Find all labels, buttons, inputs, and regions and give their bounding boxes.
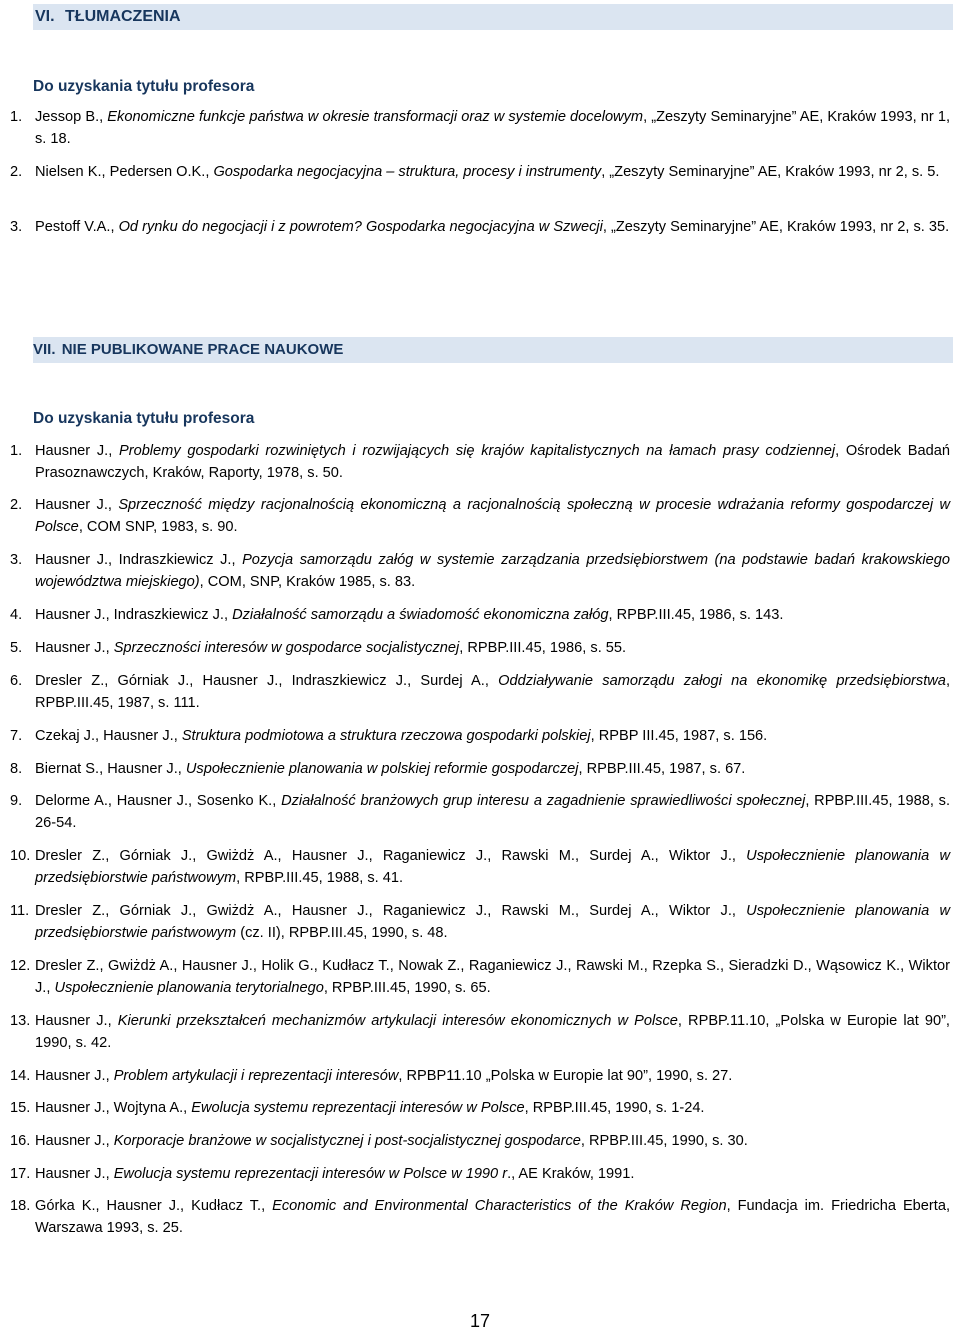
item-number: 2. [10, 164, 23, 180]
list-item [10, 549, 950, 593]
citation-details: (cz. II), RPBP.III.45, 1990, s. 48. [236, 925, 448, 941]
citation-title: Problemy gospodarki rozwiniętych i rozwijających się krajów kapitalistycznych na łamach prasy codziennej [118, 443, 836, 459]
citation-text [35, 161, 950, 183]
citation-text [35, 1195, 950, 1239]
citation-text [35, 637, 950, 659]
list-item [10, 1065, 950, 1087]
citation-text [35, 1130, 950, 1152]
citation-details: ., AE Kraków, 1991. [507, 1166, 635, 1182]
citation-authors: Hausner J., [35, 497, 119, 513]
list-item [10, 494, 950, 538]
citation-authors: Dresler Z., Górniak J., Hausner J., Indraszkiewicz J., Surdej A., [35, 673, 499, 689]
citation-text [35, 725, 950, 747]
citation-text [35, 440, 950, 484]
citation-title: Uspołecznienie planowania w przedsiębiorstwie państwowym [35, 848, 950, 886]
citation-details: , Fundacja im. Friedricha Eberta, Warszawa 1993, s. 25. [35, 1198, 951, 1236]
citation-text [35, 1163, 950, 1185]
citation-authors: Hausner J., [35, 640, 114, 656]
citation-authors: Hausner J., Indraszkiewicz J., [35, 607, 233, 623]
citation-text [35, 955, 950, 999]
citation-text [35, 1065, 950, 1087]
item-number: 13. [10, 1013, 31, 1029]
citation-text [35, 494, 950, 538]
citation-authors: Hausner J., Indraszkiewicz J., [35, 552, 243, 568]
citation-title: Kierunki przekształceń mechanizmów artykulacji interesów ekonomicznych w Polsce [117, 1013, 678, 1029]
citation-title: Struktura podmiotowa a struktura rzeczowa gospodarki polskiej [181, 728, 591, 744]
list-item [10, 900, 950, 944]
citation-authors: Hausner J., Wojtyna A., [35, 1100, 192, 1116]
subheading-professor-translations: Do uzyskania tytułu profesora [33, 78, 255, 95]
citation-text [35, 549, 950, 593]
item-number: 17. [10, 1166, 31, 1182]
list-item [10, 1130, 950, 1152]
item-number: 11. [10, 903, 30, 919]
citation-details: , „Zeszyty Seminaryjne” AE, Kraków 1993, nr 2, s. 5. [601, 164, 940, 180]
item-number: 12. [10, 958, 31, 974]
list-item [10, 216, 950, 238]
citation-title: Uspołecznienie planowania w polskiej reformie gospodarczej [185, 761, 579, 777]
citation-authors: Górka K., Hausner J., Kudłacz T., [35, 1198, 273, 1214]
list-item [10, 758, 950, 780]
citation-details: , „Zeszyty Seminaryjne” AE, Kraków 1993, nr 2, s. 35. [602, 219, 950, 235]
citation-title: Uspołecznienie planowania w przedsiębiorstwie państwowym [35, 903, 950, 941]
citation-details: , RPBP.III.45, 1988, s. 26-54. [35, 793, 951, 831]
item-number: 1. [10, 109, 23, 125]
citation-text [35, 1010, 950, 1054]
citation-text [35, 604, 950, 626]
item-number: 8. [10, 761, 23, 777]
list-item [10, 1010, 950, 1054]
list-item [10, 790, 950, 834]
citation-text [35, 670, 950, 714]
list-item [10, 955, 950, 999]
citation-text [35, 216, 950, 238]
page-number: 17 [469, 1311, 491, 1331]
citation-title: Ewolucja systemu reprezentacji interesów w Polsce w 1990 r [113, 1166, 508, 1182]
citation-authors: Nielsen K., Pedersen O.K., [35, 164, 214, 180]
citation-details: , RPBP.III.45, 1990, s. 65. [323, 980, 491, 996]
section-heading-unpublished [33, 337, 953, 363]
item-number: 3. [10, 552, 23, 568]
list-item [10, 604, 950, 626]
citation-authors: Hausner J., [35, 443, 119, 459]
section-heading-translations [33, 4, 953, 30]
citation-title: Oddziaływanie samorządu załogi na ekonomikę przedsiębiorstwa [498, 673, 946, 689]
list-item [10, 1097, 950, 1119]
citation-details: , RPBP.11.10, „Polska w Europie lat 90”, 1990, s. 42. [35, 1013, 950, 1051]
citation-authors: Dresler Z., Gwiżdż A., Hausner J., Holik G., Kudłacz T., Nowak Z., Raganiewicz J., Rawski M., Rzepka S., Sieradzki D., Wąsowicz K., Wiktor J., [35, 958, 950, 996]
citation-details: , „Zeszyty Seminaryjne” AE, Kraków 1993, nr 1, s. 18. [35, 109, 950, 147]
item-number: 18. [10, 1198, 31, 1214]
item-number: 10. [10, 848, 31, 864]
citation-authors: Dresler Z., Górniak J., Gwiżdż A., Hausner J., Raganiewicz J., Rawski M., Surdej A., Wiktor J., [35, 848, 747, 864]
citation-title: Korporacje branżowe w socjalistycznej i post-socjalistycznej gospodarce [113, 1133, 581, 1149]
citation-details: , RPBP.III.45, 1990, s. 1-24. [524, 1100, 705, 1116]
citation-details: , RPBP III.45, 1987, s. 156. [590, 728, 768, 744]
citation-title: Economic and Environmental Characteristics of the Kraków Region [272, 1198, 727, 1214]
citation-authors: Pestoff V.A., [35, 219, 119, 235]
citation-text [35, 790, 950, 834]
section-title: NIE PUBLIKOWANE PRACE NAUKOWE [61, 341, 344, 358]
item-number: 14. [10, 1068, 31, 1084]
citation-authors: Hausner J., [35, 1133, 114, 1149]
citation-details: , RPBP11.10 „Polska w Europie lat 90”, 1990, s. 27. [398, 1068, 733, 1084]
item-number: 2. [10, 497, 23, 513]
citation-details: , RPBP.III.45, 1990, s. 30. [580, 1133, 748, 1149]
citation-title: Ewolucja systemu reprezentacji interesów w Polsce [191, 1100, 525, 1116]
citation-title: Gospodarka negocjacyjna – struktura, procesy i instrumenty [213, 164, 602, 180]
list-item [10, 1195, 950, 1239]
citation-authors: Dresler Z., Górniak J., Gwiżdż A., Hausner J., Raganiewicz J., Rawski M., Surdej A., Wiktor J., [35, 903, 747, 919]
citation-title: Ekonomiczne funkcje państwa w okresie transformacji oraz w systemie docelowym [107, 109, 644, 125]
citation-details: , RPBP.III.45, 1987, s. 67. [578, 761, 746, 777]
section-number: VII. [33, 341, 56, 358]
item-number: 3. [10, 219, 23, 235]
list-item [10, 161, 950, 183]
citation-title: Działalność branżowych grup interesu a zagadnienie sprawiedliwości społecznej [281, 793, 806, 809]
citation-details: , Ośrodek Badań Prasoznawczych, Kraków, Raporty, 1978, s. 50. [35, 443, 950, 481]
item-number: 7. [10, 728, 23, 744]
section-title: TŁUMACZENIA [65, 8, 181, 25]
citation-text [35, 900, 950, 944]
citation-text [35, 106, 950, 150]
citation-details: , RPBP.III.45, 1986, s. 55. [459, 640, 627, 656]
citation-authors: Hausner J., [35, 1166, 114, 1182]
citation-title: Działalność samorządu a świadomość ekonomiczna załóg [232, 607, 609, 623]
citation-title: Uspołecznienie planowania terytorialnego [54, 980, 324, 996]
item-number: 1. [10, 443, 23, 459]
section-number: VI. [35, 8, 55, 25]
list-item [10, 1163, 950, 1185]
citation-authors: Hausner J., [35, 1013, 118, 1029]
subheading-professor-unpublished: Do uzyskania tytułu profesora [33, 410, 255, 427]
item-number: 15. [10, 1100, 31, 1116]
list-item [10, 440, 950, 484]
citation-authors: Hausner J., [35, 1068, 114, 1084]
list-item [10, 845, 950, 889]
citation-text [35, 758, 950, 780]
citation-details: , COM, SNP, Kraków 1985, s. 83. [199, 574, 416, 590]
citation-title: Sprzeczność między racjonalnością ekonomiczną a racjonalnością społeczną w procesie wdrażania reformy gospodarczej w Polsce [35, 497, 950, 535]
list-item [10, 106, 950, 150]
item-number: 5. [10, 640, 23, 656]
item-number: 4. [10, 607, 23, 623]
citation-authors: Biernat S., Hausner J., [35, 761, 186, 777]
citation-details: , RPBP.III.45, 1987, s. 111. [35, 673, 950, 711]
citation-text [35, 1097, 950, 1119]
citation-text [35, 845, 950, 889]
list-item [10, 637, 950, 659]
citation-authors: Delorme A., Hausner J., Sosenko K., [35, 793, 282, 809]
citation-title: Problem artykulacji i reprezentacji interesów [113, 1068, 399, 1084]
citation-authors: Jessop B., [35, 109, 108, 125]
item-number: 9. [10, 793, 23, 809]
citation-details: , RPBP.III.45, 1986, s. 143. [608, 607, 784, 623]
citation-details: , COM SNP, 1983, s. 90. [78, 519, 238, 535]
citation-title: Od rynku do negocjacji i z powrotem? Gospodarka negocjacyjna w Szwecji [118, 219, 603, 235]
list-item [10, 670, 950, 714]
item-number: 6. [10, 673, 23, 689]
list-item [10, 725, 950, 747]
citation-title: Pozycja samorządu załóg w systemie zarządzania przedsiębiorstwem (na podstawie badań krakowskiego województwa miejskiego) [35, 552, 950, 590]
citation-title: Sprzeczności interesów w gospodarce socjalistycznej [113, 640, 460, 656]
item-number: 16. [10, 1133, 31, 1149]
citation-authors: Czekaj J., Hausner J., [35, 728, 182, 744]
citation-details: , RPBP.III.45, 1988, s. 41. [236, 870, 404, 886]
